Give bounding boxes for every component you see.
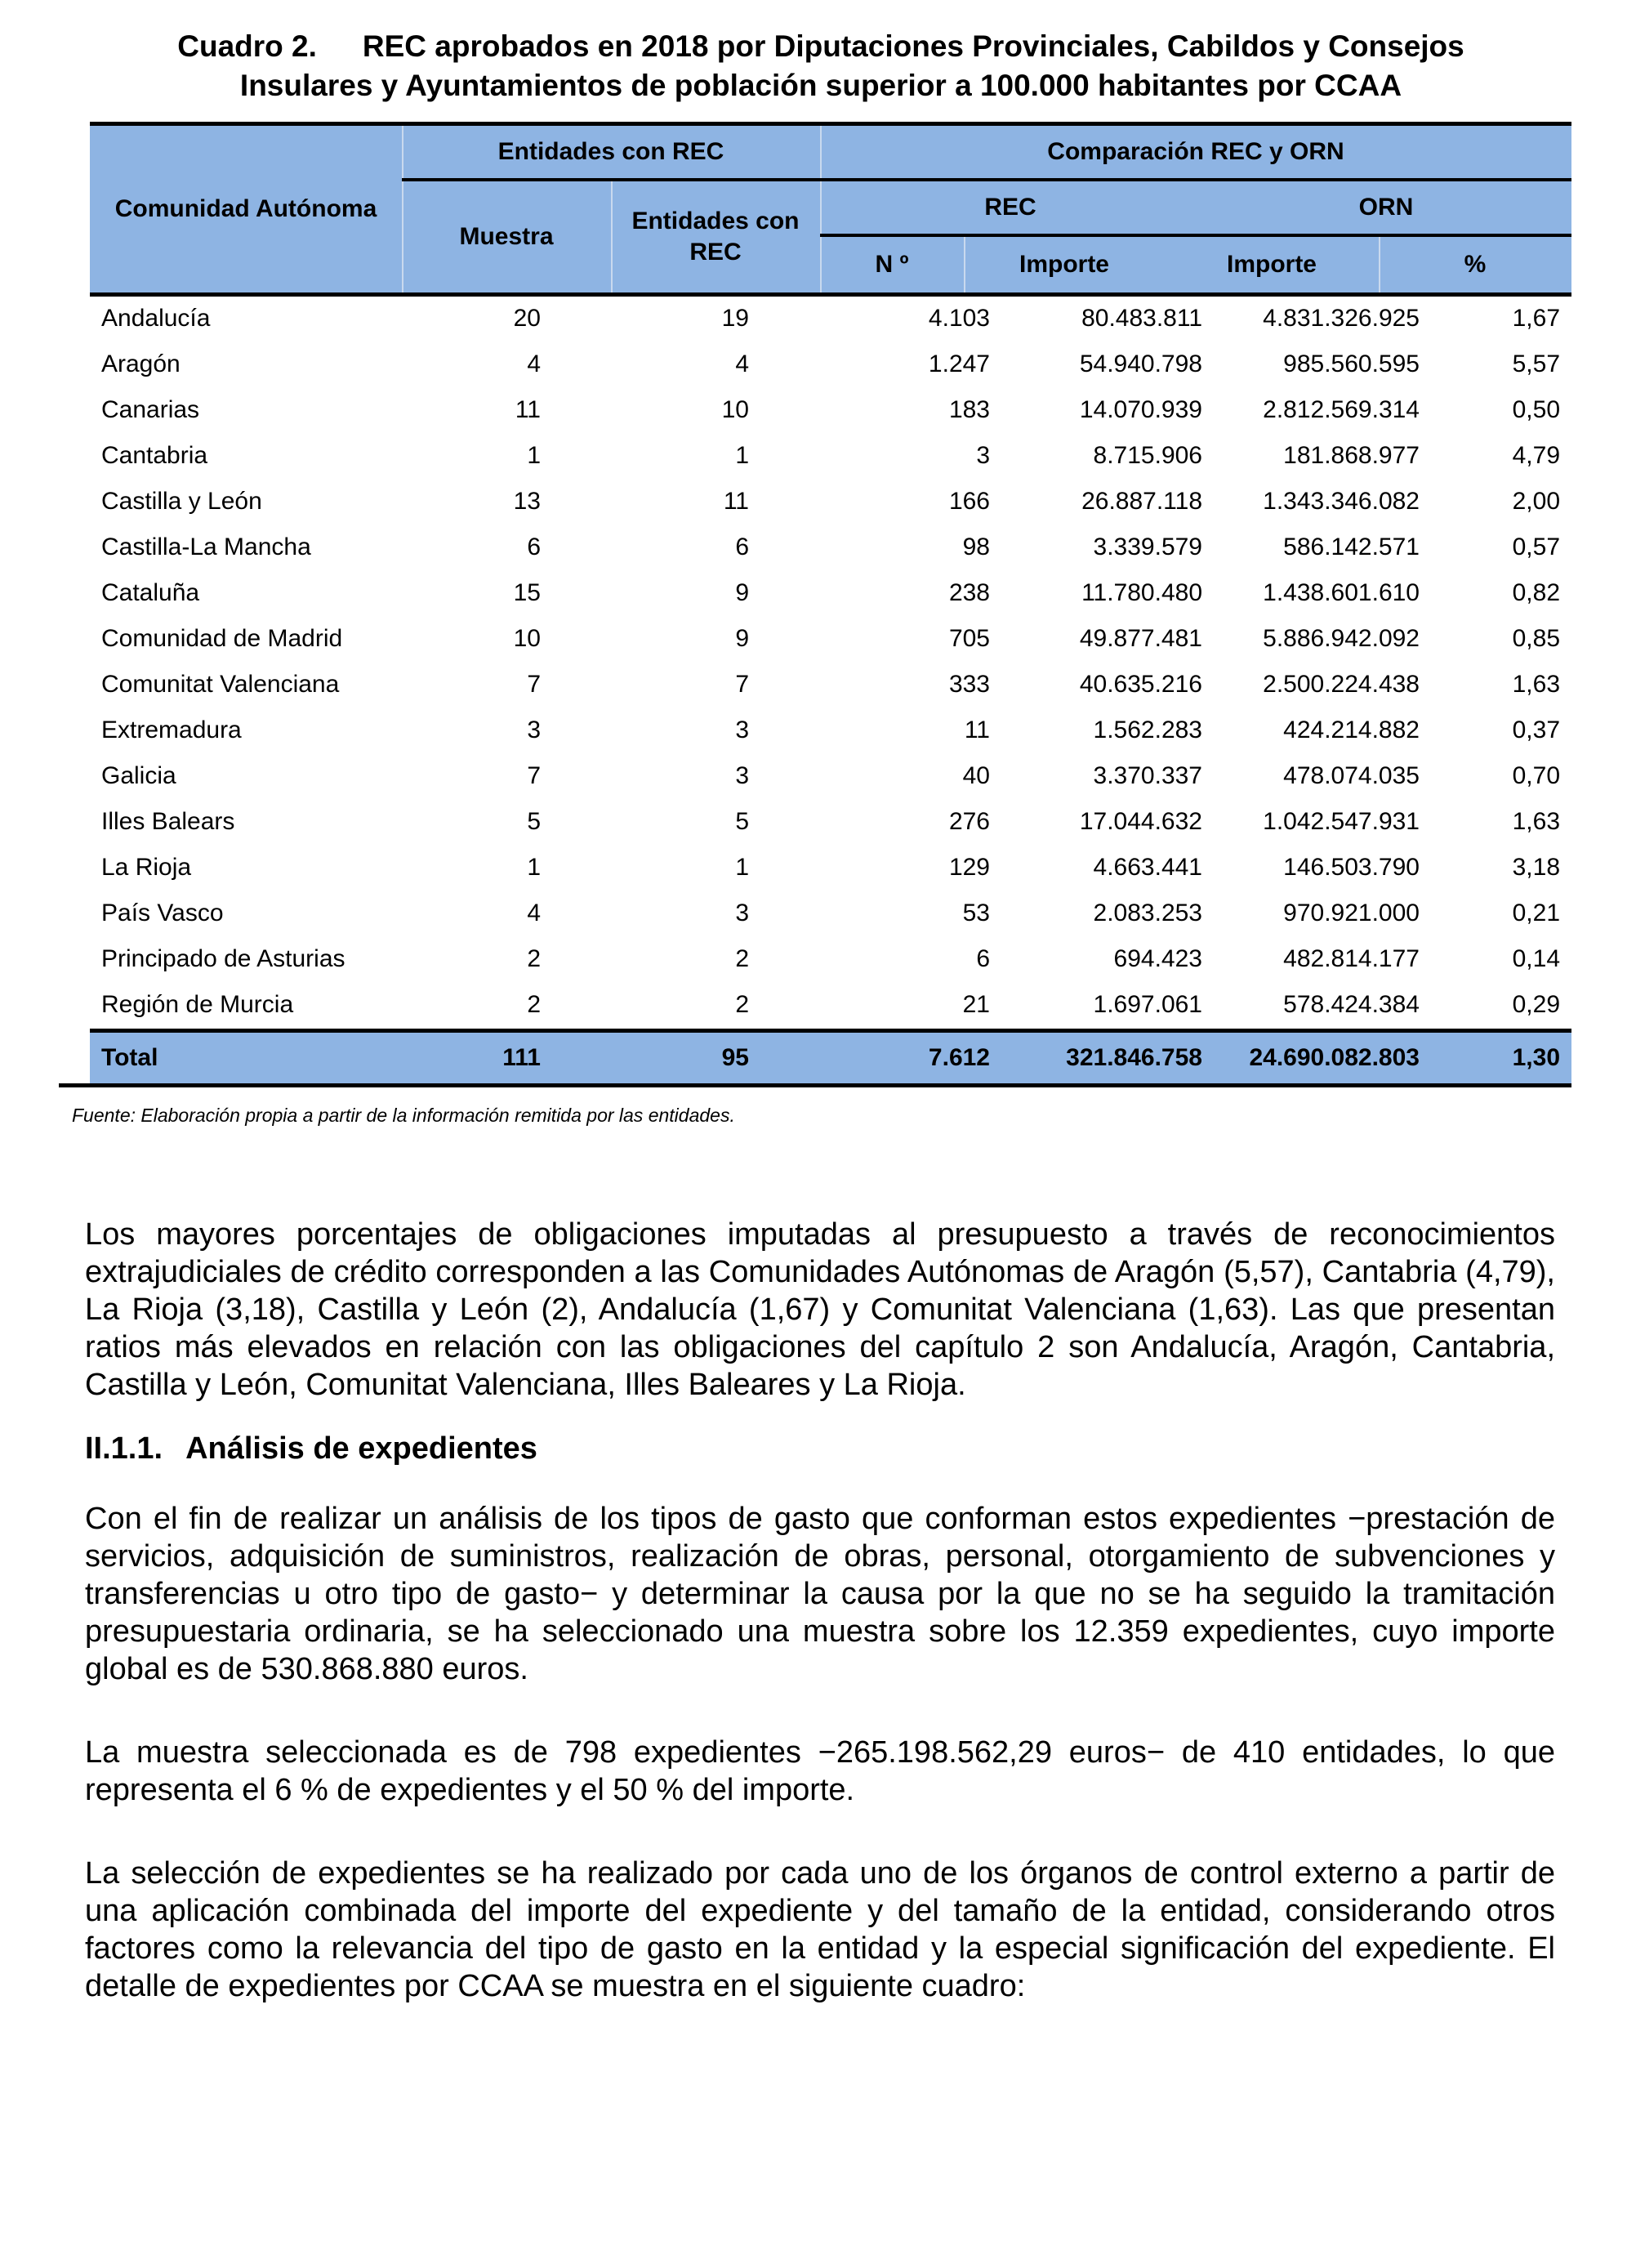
cell-entidades: 3 <box>735 717 749 743</box>
cell-comunidad: Cataluña <box>101 579 200 606</box>
cell-importe-rec: 4.663.441 <box>1093 854 1202 881</box>
table-row <box>90 525 1571 571</box>
cell-importe-orn: 482.814.177 <box>1283 945 1420 972</box>
cell-muestra: 10 <box>513 625 541 652</box>
cell-importe-rec: 694.423 <box>1113 945 1202 972</box>
total-pct: 1,30 <box>1512 1044 1560 1071</box>
cell-pct: 5,57 <box>1512 350 1560 377</box>
cell-entidades: 3 <box>735 762 749 789</box>
header-importe-orn: Importe <box>1226 251 1317 278</box>
cell-muestra: 15 <box>513 579 541 606</box>
table-row <box>90 754 1571 800</box>
cell-muestra: 13 <box>513 488 541 515</box>
paragraph-3: La muestra seleccionada es de 798 expedientes −265.198.562,29 euros− de 410 entidades, lo que representa el 6 % de expedientes y el 50 % del importe. <box>85 1735 1555 1807</box>
cell-n: 3 <box>976 442 990 469</box>
total-importe-rec: 321.846.758 <box>1066 1044 1202 1071</box>
header-n: N º <box>875 251 909 278</box>
header-rec: REC <box>984 194 1036 221</box>
table-row <box>90 297 1571 342</box>
cell-importe-rec: 1.697.061 <box>1093 991 1202 1018</box>
table-row <box>90 708 1571 754</box>
cell-entidades: 2 <box>735 991 749 1018</box>
header-orn: ORN <box>1358 194 1414 221</box>
cell-pct: 2,00 <box>1512 488 1560 515</box>
cell-muestra: 1 <box>527 854 541 881</box>
cell-importe-orn: 985.560.595 <box>1283 350 1420 377</box>
cell-importe-orn: 2.812.569.314 <box>1263 396 1420 423</box>
table-body <box>90 297 1571 1029</box>
cell-pct: 1,63 <box>1512 671 1560 698</box>
cell-entidades: 5 <box>735 808 749 835</box>
table-row <box>90 434 1571 480</box>
cell-n: 705 <box>948 625 990 652</box>
total-muestra: 111 <box>502 1044 541 1071</box>
cell-muestra: 5 <box>527 808 541 835</box>
cell-importe-orn: 586.142.571 <box>1283 534 1420 560</box>
cell-muestra: 20 <box>513 305 541 332</box>
cell-comunidad: Castilla-La Mancha <box>101 534 311 560</box>
cell-importe-rec: 80.483.811 <box>1081 305 1202 332</box>
cell-entidades: 1 <box>735 442 749 469</box>
cell-n: 4.103 <box>928 305 990 332</box>
cell-entidades: 11 <box>723 488 749 515</box>
table-row <box>90 891 1571 937</box>
header-muestra: Muestra <box>459 223 554 250</box>
cell-comunidad: Andalucía <box>101 305 211 332</box>
table-row <box>90 571 1571 617</box>
cell-importe-orn: 578.424.384 <box>1283 991 1420 1018</box>
table-title-line1 <box>74 26 1568 67</box>
cell-importe-orn: 1.042.547.931 <box>1263 808 1420 835</box>
total-row <box>90 1029 1571 1083</box>
cell-importe-orn: 478.074.035 <box>1283 762 1420 789</box>
cell-comunidad: Illes Balears <box>101 808 235 835</box>
cell-muestra: 1 <box>527 442 541 469</box>
cell-importe-rec: 54.940.798 <box>1079 350 1202 377</box>
cell-comunidad: Extremadura <box>101 717 242 743</box>
cell-importe-rec: 17.044.632 <box>1079 808 1202 835</box>
total-n: 7.612 <box>928 1044 990 1071</box>
cell-n: 53 <box>962 900 990 926</box>
table-row <box>90 937 1571 983</box>
table-number: Cuadro 2. <box>177 29 317 63</box>
header-entidades-con-rec: Entidades con REC <box>631 208 800 266</box>
cell-comunidad: Cantabria <box>101 442 208 469</box>
cell-pct: 1,67 <box>1512 305 1560 332</box>
cell-pct: 0,50 <box>1512 396 1560 423</box>
header-entidades-group: Entidades con REC <box>497 138 724 165</box>
cell-muestra: 3 <box>527 717 541 743</box>
cell-entidades: 10 <box>721 396 749 423</box>
cell-n: 276 <box>948 808 990 835</box>
paragraph-4: La selección de expedientes se ha realizado por cada uno de los órganos de control externo a partir de una aplicación combinada del importe del expediente y del tamaño de la entidad, considerando otros factores como la relevancia del tipo de gasto en la entidad y la especial significación del expediente. El detalle de expedientes por CCAA se muestra en el siguiente cuadro: <box>85 1856 1555 2003</box>
cell-pct: 0,70 <box>1512 762 1560 789</box>
cell-importe-rec: 40.635.216 <box>1079 671 1202 698</box>
cell-entidades: 6 <box>735 534 749 560</box>
cell-importe-rec: 26.887.118 <box>1081 488 1202 515</box>
table-title-text: REC aprobados en 2018 por Diputaciones Provinciales, Cabildos y Consejos <box>362 29 1464 63</box>
section-title: Análisis de expedientes <box>185 1431 537 1466</box>
table-row <box>90 983 1571 1029</box>
cell-comunidad: La Rioja <box>101 854 192 881</box>
cell-pct: 0,21 <box>1512 900 1560 926</box>
cell-importe-orn: 1.438.601.610 <box>1263 579 1420 606</box>
table-row <box>90 617 1571 663</box>
cell-entidades: 1 <box>735 854 749 881</box>
cell-importe-rec: 14.070.939 <box>1079 396 1202 423</box>
cell-importe-orn: 146.503.790 <box>1283 854 1420 881</box>
cell-n: 40 <box>962 762 990 789</box>
cell-importe-rec: 2.083.253 <box>1093 900 1202 926</box>
cell-pct: 1,63 <box>1512 808 1560 835</box>
cell-importe-orn: 1.343.346.082 <box>1263 488 1420 515</box>
cell-pct: 0,14 <box>1512 945 1560 972</box>
table-row <box>90 800 1571 846</box>
rec-table <box>59 122 1571 1087</box>
cell-comunidad: Aragón <box>101 350 181 377</box>
cell-comunidad: Galicia <box>101 762 176 789</box>
cell-importe-rec: 1.562.283 <box>1093 717 1202 743</box>
cell-importe-rec: 3.370.337 <box>1093 762 1202 789</box>
table-bottom-rule <box>59 1083 1571 1087</box>
cell-comunidad: País Vasco <box>101 900 224 926</box>
table-row <box>90 480 1571 525</box>
header-comunidad: Comunidad Autónoma <box>114 195 377 222</box>
cell-pct: 0,29 <box>1512 991 1560 1018</box>
cell-muestra: 2 <box>527 945 541 972</box>
cell-muestra: 4 <box>527 900 541 926</box>
cell-entidades: 9 <box>735 579 749 606</box>
cell-muestra: 7 <box>527 762 541 789</box>
cell-pct: 4,79 <box>1512 442 1560 469</box>
cell-n: 21 <box>962 991 990 1018</box>
cell-importe-orn: 970.921.000 <box>1283 900 1420 926</box>
cell-entidades: 9 <box>735 625 749 652</box>
total-entidades: 95 <box>721 1044 749 1071</box>
cell-pct: 0,82 <box>1512 579 1560 606</box>
cell-entidades: 4 <box>735 350 749 377</box>
cell-entidades: 7 <box>735 671 749 698</box>
cell-n: 11 <box>964 717 990 743</box>
cell-n: 98 <box>962 534 990 560</box>
cell-pct: 3,18 <box>1512 854 1560 881</box>
cell-comunidad: Comunidad de Madrid <box>101 625 343 652</box>
cell-entidades: 19 <box>721 305 749 332</box>
cell-importe-orn: 181.868.977 <box>1283 442 1420 469</box>
header-pct: % <box>1464 251 1487 278</box>
cell-comunidad: Región de Murcia <box>101 991 294 1018</box>
table-row <box>90 846 1571 891</box>
table-row <box>90 663 1571 708</box>
cell-pct: 0,37 <box>1512 717 1560 743</box>
section-number: II.1.1. <box>85 1431 163 1466</box>
cell-muestra: 11 <box>515 396 541 423</box>
cell-importe-rec: 8.715.906 <box>1093 442 1202 469</box>
cell-comunidad: Canarias <box>101 396 200 423</box>
cell-comunidad: Comunitat Valenciana <box>101 671 340 698</box>
cell-importe-rec: 49.877.481 <box>1079 625 1202 652</box>
cell-importe-orn: 2.500.224.438 <box>1263 671 1420 698</box>
cell-muestra: 7 <box>527 671 541 698</box>
total-importe-orn: 24.690.082.803 <box>1249 1044 1420 1071</box>
table-header <box>90 122 1571 297</box>
table-row <box>90 342 1571 388</box>
cell-n: 183 <box>948 396 990 423</box>
cell-n: 1.247 <box>928 350 990 377</box>
table-row <box>90 388 1571 434</box>
cell-importe-orn: 424.214.882 <box>1283 717 1420 743</box>
header-comparacion-group: Comparación REC y ORN <box>1047 138 1344 165</box>
cell-importe-rec: 11.780.480 <box>1081 579 1202 606</box>
cell-importe-rec: 3.339.579 <box>1093 534 1202 560</box>
cell-muestra: 4 <box>527 350 541 377</box>
total-label: Total <box>101 1044 158 1071</box>
table-title-line2: Insulares y Ayuntamientos de población superior a 100.000 habitantes por CCAA <box>239 69 1402 102</box>
cell-n: 166 <box>948 488 990 515</box>
cell-muestra: 6 <box>527 534 541 560</box>
cell-n: 333 <box>948 671 990 698</box>
paragraph-1: Los mayores porcentajes de obligaciones imputadas al presupuesto a través de reconocimientos extrajudiciales de crédito corresponden a las Comunidades Autónomas de Aragón (5,57), Cantabria (4,79), La Rioja (3,18), Castilla y León (2), Andalucía (1,67) y Comunitat Valenciana (1,63). Las que presentan ratios más elevados en relación con las obligaciones del capítulo 2 son Andalucía, Aragón, Cantabria, Castilla y León, Comunitat Valenciana, Illes Baleares y La Rioja. <box>85 1217 1555 1402</box>
cell-n: 129 <box>948 854 990 881</box>
cell-pct: 0,85 <box>1512 625 1560 652</box>
cell-comunidad: Principado de Asturias <box>101 945 345 972</box>
header-importe-rec: Importe <box>1019 251 1109 278</box>
cell-n: 238 <box>948 579 990 606</box>
paragraph-2: Con el fin de realizar un análisis de los tipos de gasto que conforman estos expedientes −prestación de servicios, adquisición de suministros, realización de obras, personal, otorgamiento de subvenciones y transferencias u otro tipo de gasto− y determinar la causa por la que no se ha seguido la tramitación presupuestaria ordinaria, se ha seleccionado una muestra sobre los 12.359 expedientes, cuyo importe global es de 530.868.880 euros. <box>85 1502 1555 1686</box>
cell-importe-orn: 4.831.326.925 <box>1263 305 1420 332</box>
cell-importe-orn: 5.886.942.092 <box>1263 625 1420 652</box>
cell-entidades: 2 <box>735 945 749 972</box>
cell-comunidad: Castilla y León <box>101 488 262 515</box>
cell-entidades: 3 <box>735 900 749 926</box>
cell-pct: 0,57 <box>1512 534 1560 560</box>
section-heading <box>85 1431 537 1467</box>
cell-muestra: 2 <box>527 991 541 1018</box>
cell-n: 6 <box>976 945 990 972</box>
table-source-note: Fuente: Elaboración propia a partir de la información remitida por las entidades. <box>72 1105 735 1126</box>
